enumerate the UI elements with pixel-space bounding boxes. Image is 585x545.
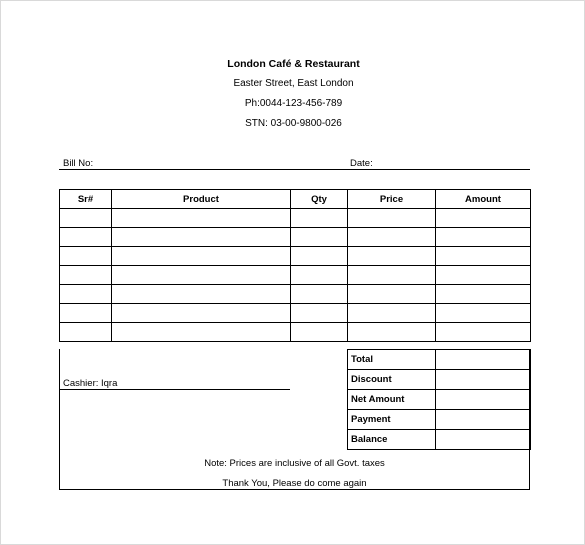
- business-name: London Café & Restaurant: [227, 58, 360, 70]
- date-label: Date:: [350, 158, 373, 169]
- cell-sr[interactable]: [60, 228, 112, 247]
- cell-sr[interactable]: [60, 285, 112, 304]
- summary-table: [347, 349, 531, 450]
- summary-row-net-amount: [348, 390, 531, 410]
- cell-amount[interactable]: [436, 323, 531, 342]
- cell-amount[interactable]: [436, 304, 531, 323]
- summary-row-payment: [348, 410, 531, 430]
- cell-sr[interactable]: [60, 247, 112, 266]
- cell-product[interactable]: [112, 323, 291, 342]
- cell-product[interactable]: [112, 228, 291, 247]
- summary-label-payment: Payment: [348, 410, 436, 430]
- summary-label-net-amount: Net Amount: [348, 390, 436, 410]
- cell-qty[interactable]: [291, 304, 348, 323]
- column-header-qty: Qty: [291, 190, 348, 209]
- column-header-amount: Amount: [436, 190, 531, 209]
- summary-label-balance: Balance: [348, 430, 436, 450]
- summary-row-discount: [348, 370, 531, 390]
- cell-amount[interactable]: [436, 209, 531, 228]
- cell-product[interactable]: [112, 209, 291, 228]
- summary-value-net-amount[interactable]: [436, 390, 531, 410]
- business-stn: STN: 03-00-9800-026: [245, 118, 342, 129]
- tax-note: Note: Prices are inclusive of all Govt. taxes: [204, 458, 385, 469]
- table-row: [60, 285, 531, 304]
- cell-sr[interactable]: [60, 209, 112, 228]
- cell-price[interactable]: [348, 228, 436, 247]
- table-row: [60, 304, 531, 323]
- cell-amount[interactable]: [436, 247, 531, 266]
- table-row: [60, 266, 531, 285]
- cell-price[interactable]: [348, 266, 436, 285]
- cell-product[interactable]: [112, 304, 291, 323]
- summary-row-total: [348, 350, 531, 370]
- table-row: [60, 209, 531, 228]
- cell-qty[interactable]: [291, 247, 348, 266]
- bill-no-label: Bill No:: [63, 158, 94, 169]
- cell-qty[interactable]: [291, 323, 348, 342]
- summary-label-discount: Discount: [348, 370, 436, 390]
- summary-row-balance: [348, 430, 531, 450]
- table-row: [60, 228, 531, 247]
- cell-price[interactable]: [348, 304, 436, 323]
- table-row: [60, 323, 531, 342]
- cell-price[interactable]: [348, 247, 436, 266]
- summary-value-balance[interactable]: [436, 430, 531, 450]
- bill-header-rule: [59, 169, 530, 170]
- business-phone: Ph:0044-123-456-789: [244, 98, 343, 109]
- cell-qty[interactable]: [291, 285, 348, 304]
- cell-product[interactable]: [112, 266, 291, 285]
- cell-product[interactable]: [112, 247, 291, 266]
- cashier-label: Cashier: Iqra: [63, 378, 118, 389]
- column-header-sr: Sr#: [60, 190, 112, 209]
- cashier-rule: [59, 389, 290, 390]
- cell-sr[interactable]: [60, 304, 112, 323]
- items-table: [59, 189, 531, 342]
- cell-product[interactable]: [112, 285, 291, 304]
- items-header-row: [60, 190, 531, 209]
- cell-sr[interactable]: [60, 266, 112, 285]
- items-body: [60, 209, 531, 342]
- business-address: Easter Street, East London: [233, 78, 354, 89]
- summary-value-total[interactable]: [436, 350, 531, 370]
- thank-you-message: Thank You, Please do come again: [222, 478, 367, 489]
- summary-value-payment[interactable]: [436, 410, 531, 430]
- cell-price[interactable]: [348, 285, 436, 304]
- column-header-product: Product: [112, 190, 291, 209]
- column-header-price: Price: [348, 190, 436, 209]
- cell-qty[interactable]: [291, 209, 348, 228]
- summary-value-discount[interactable]: [436, 370, 531, 390]
- cell-amount[interactable]: [436, 228, 531, 247]
- cell-qty[interactable]: [291, 228, 348, 247]
- cell-qty[interactable]: [291, 266, 348, 285]
- summary-label-total: Total: [348, 350, 436, 370]
- cell-sr[interactable]: [60, 323, 112, 342]
- cell-price[interactable]: [348, 209, 436, 228]
- cell-price[interactable]: [348, 323, 436, 342]
- cell-amount[interactable]: [436, 266, 531, 285]
- cell-amount[interactable]: [436, 285, 531, 304]
- table-row: [60, 247, 531, 266]
